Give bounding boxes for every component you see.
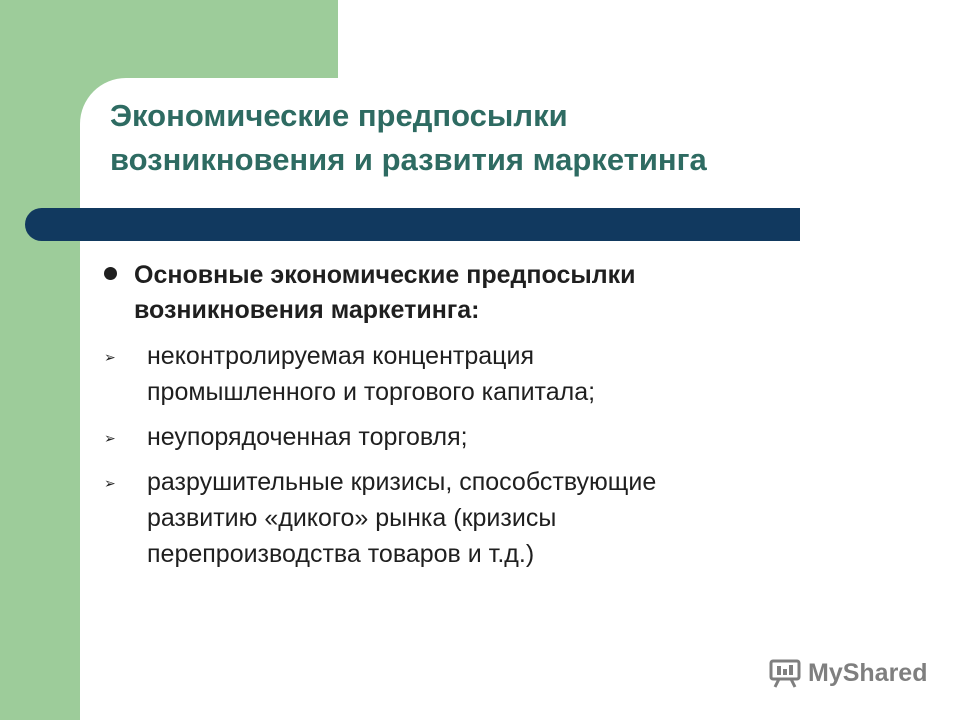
sub-bullet-line: неконтролируемая концентрация [147,342,534,370]
sub-bullet-list [104,338,844,581]
presentation-board-icon [768,658,802,688]
sub-bullet-item [104,464,844,572]
sub-bullet-line: неупорядоченная торговля; [147,423,468,451]
arrow-bullet-icon: ➢ [104,349,116,365]
arrow-bullet-icon: ➢ [104,475,116,491]
title-line: возникновения и развития маркетинга [110,142,707,177]
sub-bullet-line: развитию «дикого» рынка (кризисы [147,504,557,532]
sub-bullet-line: промышленного и торгового капитала; [147,378,596,406]
watermark-text: MyShared [808,658,928,687]
myshared-watermark [768,656,927,690]
title-rule-bar [25,208,800,241]
main-bullet [104,258,844,328]
title-line: Экономические предпосылки [110,98,568,133]
sub-bullet-line: разрушительные кризисы, способствующие [147,468,657,496]
slide-title [110,94,870,182]
main-bullet-line: Основные экономические предпосылки [134,261,636,289]
sub-bullet-line: перепроизводства товаров и т.д.) [147,540,535,568]
main-bullet-line: возникновения маркетинга: [134,296,480,324]
sub-bullet-item [104,419,844,455]
sub-bullet-item [104,338,844,410]
bullet-dot-icon [104,267,117,280]
arrow-bullet-icon: ➢ [104,430,116,446]
main-bullet-text [104,258,844,328]
